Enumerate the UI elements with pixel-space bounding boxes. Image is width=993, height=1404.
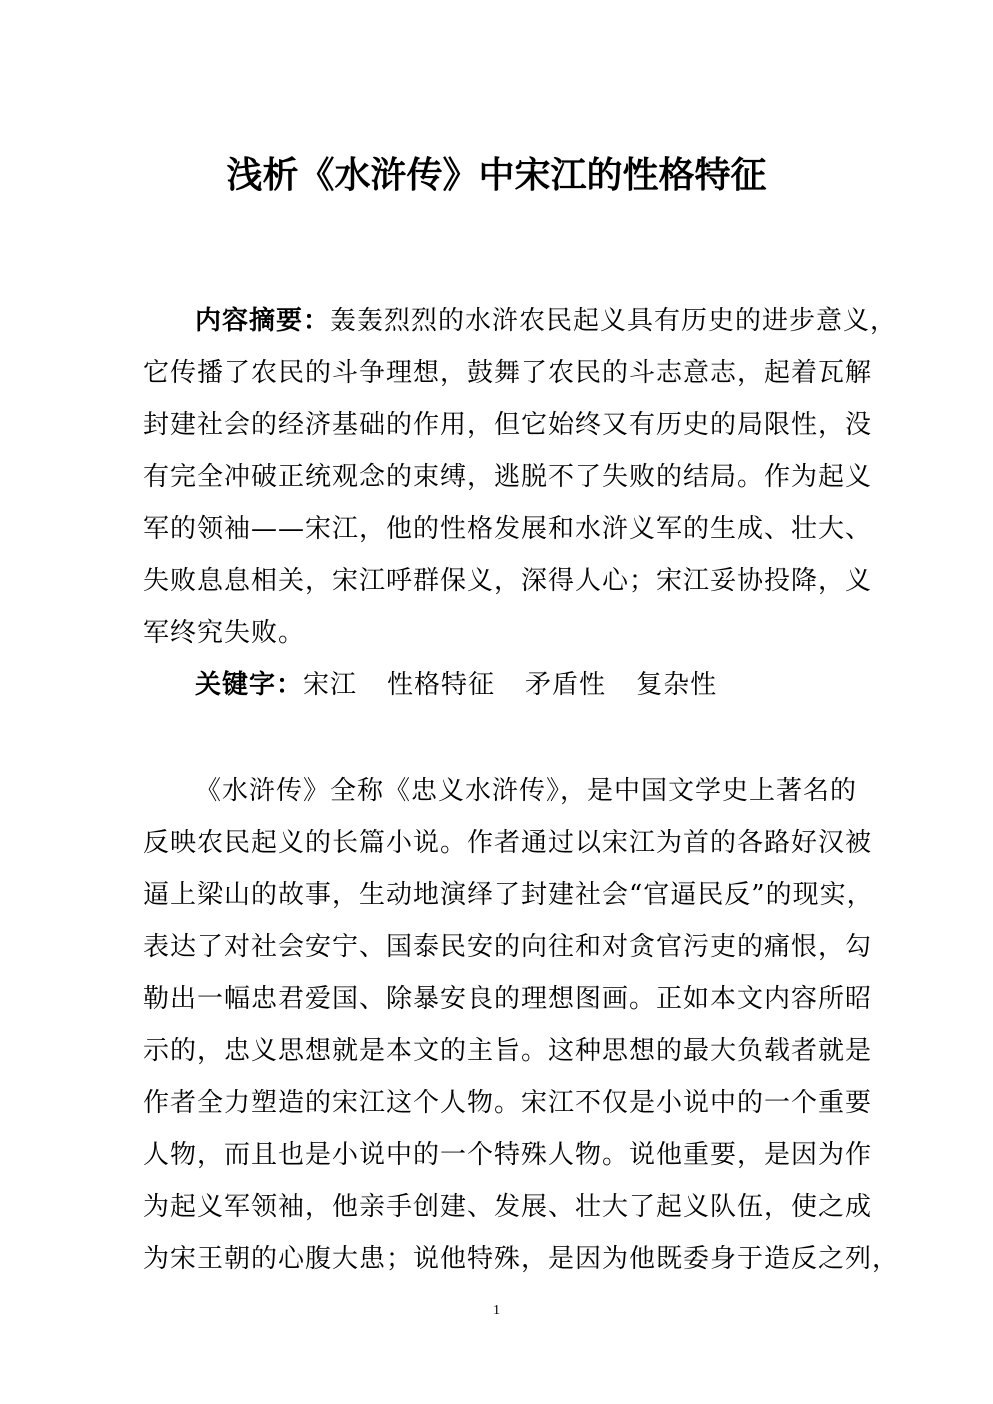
keywords-line bbox=[143, 659, 873, 711]
body-line: 人物，而且也是小说中的一个特殊人物。说他重要，是因为作 bbox=[143, 1140, 873, 1170]
document-title: 浅析《水浒传》中宋江的性格特征 bbox=[226, 155, 767, 196]
keywords-label: 关键字： bbox=[195, 670, 304, 700]
body-line: 为起义军领袖，他亲手创建、发展、壮大了起义队伍，使之成 bbox=[143, 1192, 873, 1222]
keyword: 性格特征 bbox=[387, 670, 496, 700]
keyword: 宋江 bbox=[303, 670, 358, 700]
abstract-line: 军终究失败。 bbox=[143, 618, 306, 648]
body-section bbox=[143, 765, 900, 1285]
body-line: 为宋王朝的心腹大患；说他特殊，是因为他既委身于造反之列， bbox=[143, 1244, 900, 1274]
abstract-line: 有完全冲破正统观念的束缚，逃脱不了失败的结局。作为起义 bbox=[143, 462, 873, 492]
body-line: 反映农民起义的长篇小说。作者通过以宋江为首的各路好汉被 bbox=[143, 828, 873, 858]
abstract-section bbox=[143, 295, 898, 711]
body-line: 表达了对社会安宁、国泰民安的向往和对贪官污吏的痛恨，勾 bbox=[143, 932, 873, 962]
body-line: 勒出一幅忠君爱国、除暴安良的理想图画。正如本文内容所昭 bbox=[143, 984, 873, 1014]
abstract-line: 它传播了农民的斗争理想，鼓舞了农民的斗志意志，起着瓦解 bbox=[143, 358, 873, 388]
keyword: 矛盾性 bbox=[525, 670, 607, 700]
page-number: 1 bbox=[493, 1303, 500, 1318]
body-line: 作者全力塑造的宋江这个人物。宋江不仅是小说中的一个重要 bbox=[143, 1088, 873, 1118]
abstract-text: 轰轰烈烈的水浒农民起义具有历史的进步意义， bbox=[330, 306, 898, 336]
abstract-line: 封建社会的经济基础的作用，但它始终又有历史的局限性，没 bbox=[143, 410, 873, 440]
body-line: 逼上梁山的故事，生动地演绎了封建社会“官逼民反”的现实， bbox=[143, 880, 874, 910]
abstract-label: 内容摘要： bbox=[195, 306, 331, 336]
keyword: 复杂性 bbox=[636, 670, 718, 700]
body-line: 《水浒传》全称《忠义水浒传》，是中国文学史上著名的 bbox=[195, 776, 858, 806]
abstract-line bbox=[143, 295, 898, 347]
abstract-line: 失败息息相关，宋江呼群保义，深得人心；宋江妥协投降，义 bbox=[143, 566, 873, 596]
abstract-line: 军的领袖——宋江，他的性格发展和水浒义军的生成、壮大、 bbox=[143, 514, 873, 544]
body-line: 示的，忠义思想就是本文的主旨。这种思想的最大负载者就是 bbox=[143, 1036, 873, 1066]
